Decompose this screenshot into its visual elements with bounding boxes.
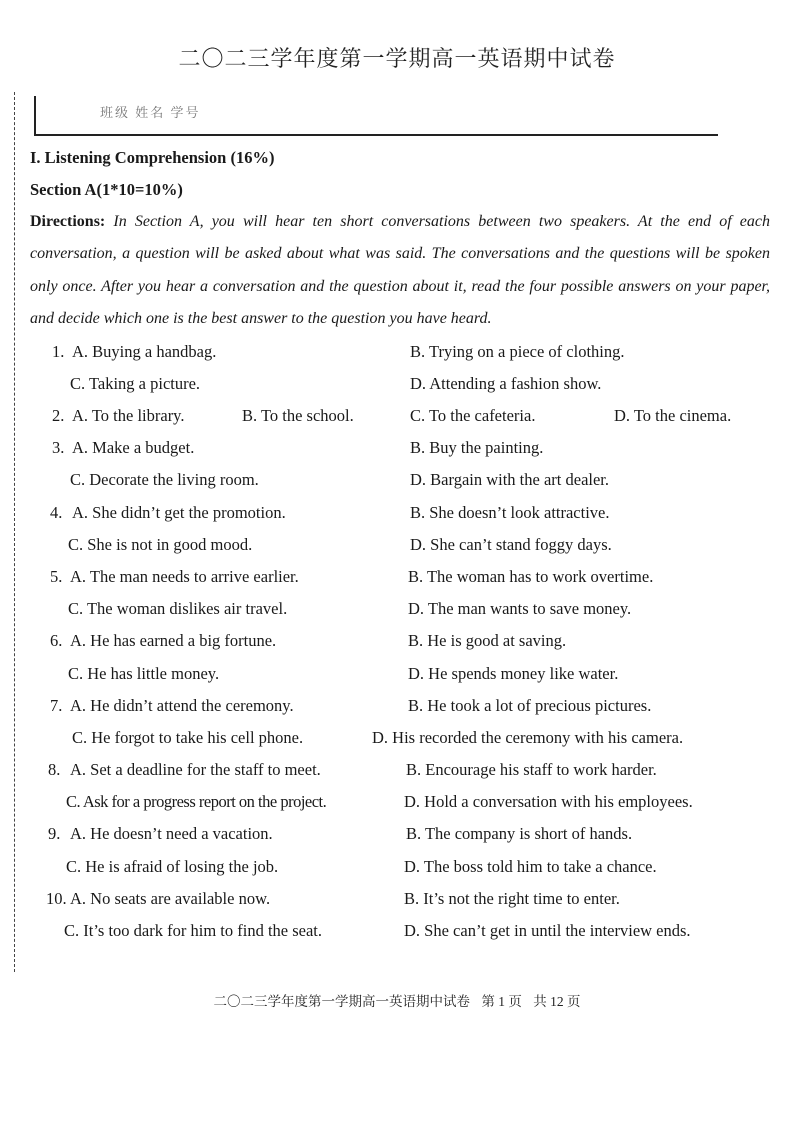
option-b: B. Encourage his staff to work harder. [406, 760, 657, 780]
question-row [30, 883, 770, 915]
option-a: A. He didn’t attend the ceremony. [70, 695, 294, 715]
option-d: D. Attending a fashion show. [410, 373, 602, 393]
question-number: 5. [50, 566, 63, 586]
option-d: D. She can’t get in until the interview ends. [404, 921, 691, 940]
option-c: C. To the cafeteria. [410, 406, 536, 425]
option-d: D. Hold a conversation with his employees. [404, 792, 693, 812]
question-row [30, 497, 770, 529]
question-row [30, 529, 770, 561]
student-info-faded: 班级 姓名 学号 [100, 105, 201, 120]
option-b: B. To the school. [242, 406, 354, 425]
option-a: A. Buying a handbag. [72, 341, 217, 361]
option-b: B. Trying on a piece of clothing. [410, 341, 625, 361]
question-number: 9. [48, 824, 61, 844]
option-d: D. The boss told him to take a chance. [404, 856, 657, 876]
option-a: A. Set a deadline for the staff to meet. [70, 760, 321, 780]
exam-content [30, 142, 770, 947]
directions [30, 206, 770, 336]
question-number: 3. [52, 438, 65, 458]
question-row [30, 915, 770, 947]
option-c: C. Decorate the living room. [70, 470, 259, 490]
option-d: D. She can’t stand foggy days. [410, 534, 612, 554]
option-a: A. To the library. [72, 406, 185, 425]
option-d: D. The man wants to save money. [408, 599, 632, 619]
option-b: B. Buy the painting. [410, 438, 544, 458]
question-row [30, 336, 770, 368]
option-c: C. He has little money. [68, 663, 220, 683]
question-row [30, 818, 770, 850]
option-c: C. The woman dislikes air travel. [68, 599, 288, 619]
option-a: A. She didn’t get the promotion. [72, 502, 286, 522]
footer-title: 二〇二三学年度第一学期高一英语期中试卷 [213, 994, 470, 1009]
student-info-box [34, 96, 718, 136]
option-a: A. He doesn’t need a vacation. [70, 824, 273, 844]
option-c: C. He forgot to take his cell phone. [72, 727, 304, 747]
option-a: A. The man needs to arrive earlier. [70, 566, 299, 586]
question-row [30, 432, 770, 464]
question-row [30, 368, 770, 400]
question-row [30, 625, 770, 657]
question-number: 7. [50, 695, 63, 715]
option-c: C. Taking a picture. [70, 373, 201, 393]
question-row [30, 786, 770, 818]
part-heading: I. Listening Comprehension (16%) [30, 148, 275, 167]
option-d: D. His recorded the ceremony with his camera. [372, 727, 684, 747]
question-row [30, 690, 770, 722]
option-a: A. He has earned a big fortune. [70, 631, 277, 651]
option-b: B. She doesn’t look attractive. [410, 502, 610, 522]
option-d: D. To the cinema. [614, 406, 732, 425]
directions-label: Directions: [30, 213, 106, 230]
question-number: 6. [50, 631, 63, 651]
option-c: C. Ask for a progress report on the project. [66, 792, 327, 812]
question-row [30, 400, 770, 432]
question-number: 1. [52, 341, 65, 361]
option-d: D. Bargain with the art dealer. [410, 470, 610, 490]
question-number: 8. [48, 760, 61, 780]
question-row [30, 754, 770, 786]
question-row [30, 593, 770, 625]
question-row [30, 464, 770, 496]
page-footer [0, 990, 794, 1010]
page-title: 二〇二三学年度第一学期高一英语期中试卷 [178, 46, 616, 71]
option-a: A. Make a budget. [72, 438, 195, 458]
question-row [30, 722, 770, 754]
question-row [30, 561, 770, 593]
option-c: C. She is not in good mood. [68, 534, 253, 554]
question-number: 2. [52, 406, 65, 425]
section-a-heading: Section A(1*10=10%) [30, 180, 183, 199]
option-b: B. The woman has to work overtime. [408, 566, 654, 586]
binding-line [14, 92, 15, 972]
footer-page-number: 第 1 页 [481, 994, 522, 1009]
question-number: 4. [50, 502, 63, 522]
option-a: A. No seats are available now. [70, 888, 271, 908]
option-b: B. It’s not the right time to enter. [404, 888, 620, 908]
option-c: C. It’s too dark for him to find the seat. [64, 921, 322, 940]
question-row [30, 851, 770, 883]
option-b: B. The company is short of hands. [406, 824, 633, 844]
footer-total-pages: 共 12 页 [533, 994, 581, 1009]
question-row [30, 658, 770, 690]
option-b: B. He is good at saving. [408, 631, 567, 651]
question-number: 10. [46, 888, 67, 908]
option-b: B. He took a lot of precious pictures. [408, 695, 652, 715]
option-c: C. He is afraid of losing the job. [66, 856, 279, 876]
option-d: D. He spends money like water. [408, 663, 619, 683]
directions-text: In Section A, you will hear ten short conversations between two speakers. At the end of each conversation, a question will be asked about what was said. The conversations and the questions will be spoken only once. After you hear a conversation and the question about it, read the four possible answers on your paper, and decide which one is the best answer to the question you have heard. [30, 213, 770, 328]
